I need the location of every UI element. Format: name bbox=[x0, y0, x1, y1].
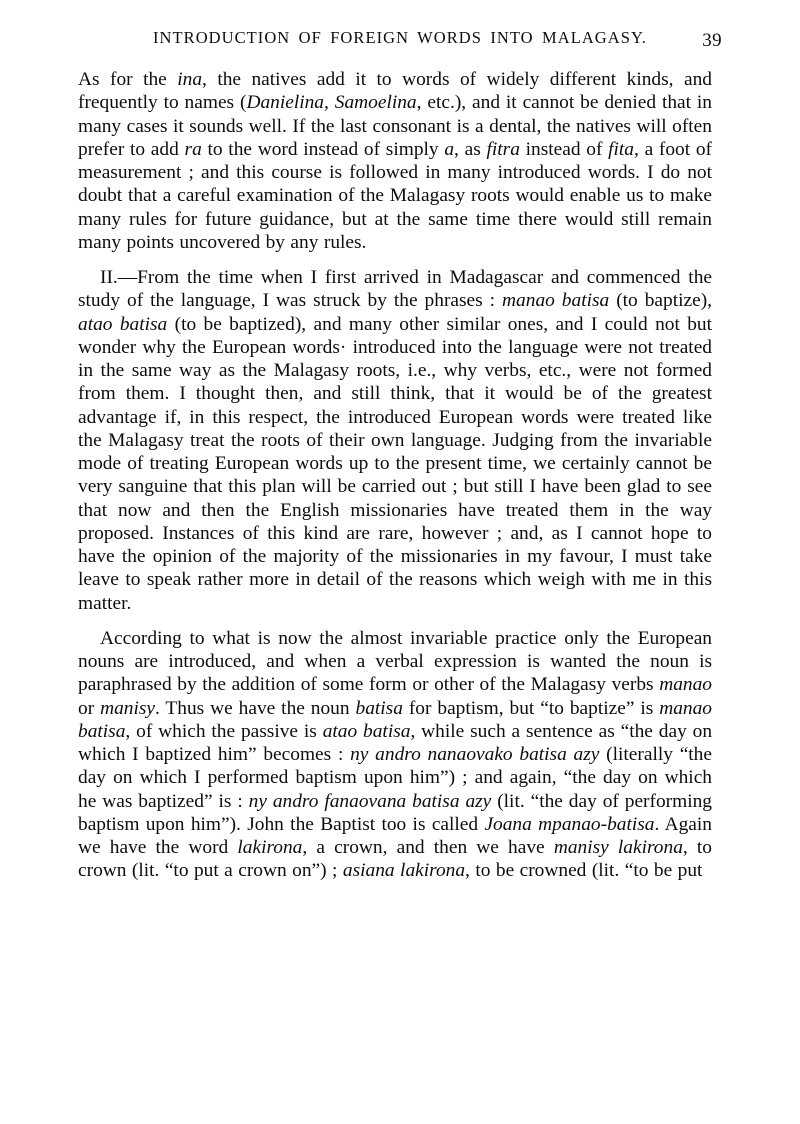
text-run: or bbox=[78, 697, 101, 719]
italic-term: asiana lakirona bbox=[342, 860, 466, 882]
text-run: (lit. “the day of performing baptism upon him”). John the Baptist too is called bbox=[78, 790, 712, 835]
text-run: , as bbox=[454, 138, 487, 160]
text-run: , while such a sentence as “the day on which I baptized him” becomes : bbox=[78, 720, 713, 765]
text-run: , of which the passive is bbox=[125, 720, 323, 742]
italic-term: manao bbox=[659, 674, 712, 696]
text-run: (to baptize), bbox=[609, 290, 712, 312]
text-run: II.—From the time when I first arrived in Madagascar and commenced the study of the language, I was struck by the phrases : bbox=[78, 267, 712, 312]
text-run: (to be baptized), and many other similar ones, and I could not but wonder why the European words· introduced into the language were not treated in the same way as the Malagasy roots, i.e., why verbs, etc., were not formed from them. I thought then, and still think, that it would be of the greatest advantage if, in this respect, the introduced European words were treated like the Malagasy treat the roots of their own language. Judging from the invariable mode of treating European words up to the present time, we certainly cannot be very sanguine that this plan will be carried out ; but still I have been glad to see that now and then the English missionaries have treated them in the way proposed. Instances of this kind are rare, however ; and, as I cannot hope to have the opinion of the majority of the missionaries in my favour, I must take leave to speak rather more in detail of the reasons which weigh with me in this matter. bbox=[78, 313, 713, 614]
page-number: 39 bbox=[702, 30, 722, 51]
italic-term: atao batisa bbox=[322, 720, 411, 742]
italic-term: batisa bbox=[355, 697, 403, 719]
text-run: (literally “the day on which I performed baptism upon him”) ; and again, “the day on which he was baptized” is : bbox=[78, 744, 712, 812]
paragraph-ina bbox=[78, 68, 712, 254]
text-run: instead of bbox=[519, 138, 609, 160]
italic-term: ny andro nanaovako batisa azy bbox=[350, 744, 600, 765]
text-run: for baptism, but “to baptize” is bbox=[402, 697, 660, 719]
text-run: , etc.), and it cannot be denied that in many cases it sounds well. If the last consonant is a dental, the natives will often prefer to add bbox=[78, 92, 712, 160]
text-run: According to what is now the almost invariable practice only the European nouns are introduced, and when a verbal expression is wanted the noun is paraphrased by the addition of some form or other of the Malagasy verbs bbox=[78, 627, 712, 696]
italic-term: manao batisa bbox=[502, 290, 610, 312]
italic-term: ny andro fanaovana batisa azy bbox=[248, 790, 492, 812]
italic-term: ra bbox=[184, 138, 202, 160]
paragraph-according bbox=[78, 627, 712, 883]
italic-term: Joana mpanao-batisa bbox=[484, 813, 655, 835]
italic-term: a bbox=[444, 138, 455, 160]
italic-term: fitra bbox=[486, 138, 520, 160]
text-run: to the word instead of simply bbox=[201, 138, 445, 160]
text-run: . Again we have the word bbox=[78, 813, 712, 858]
text-run: , to crown (lit. “to put a crown on”) ; bbox=[78, 837, 712, 882]
running-head-title: INTRODUCTION OF FOREIGN WORDS INTO MALAGASY. bbox=[153, 28, 647, 47]
italic-term: ina bbox=[177, 69, 203, 90]
text-run: . Thus we have the noun bbox=[155, 697, 356, 719]
italic-term: manisy lakirona bbox=[553, 837, 683, 858]
text-run: , a foot of measurement ; and this course is followed in many introduced words. I do not doubt that a careful examination of the Malagasy roots would enable us to make many rules for future guidance, but at the same time there would still remain many points uncovered by any rules. bbox=[78, 138, 713, 253]
italic-term: manisy bbox=[100, 697, 156, 719]
text-run: , a crown, and then we have bbox=[302, 837, 554, 858]
italic-term: Danielina, Samoelina bbox=[246, 92, 417, 114]
paragraph-section-ii bbox=[78, 266, 712, 615]
text-run: , the natives add it to words of widely different kinds, and frequently to names ( bbox=[78, 69, 712, 114]
italic-term: atao batisa bbox=[78, 313, 168, 335]
italic-term: fita bbox=[608, 138, 634, 160]
running-head bbox=[78, 28, 722, 52]
italic-term: lakirona bbox=[237, 837, 303, 858]
text-run: As for the bbox=[78, 69, 178, 90]
text-block bbox=[78, 68, 712, 883]
italic-term: manao batisa bbox=[78, 697, 712, 742]
text-run: , to be crowned (lit. “to be put bbox=[465, 860, 703, 882]
